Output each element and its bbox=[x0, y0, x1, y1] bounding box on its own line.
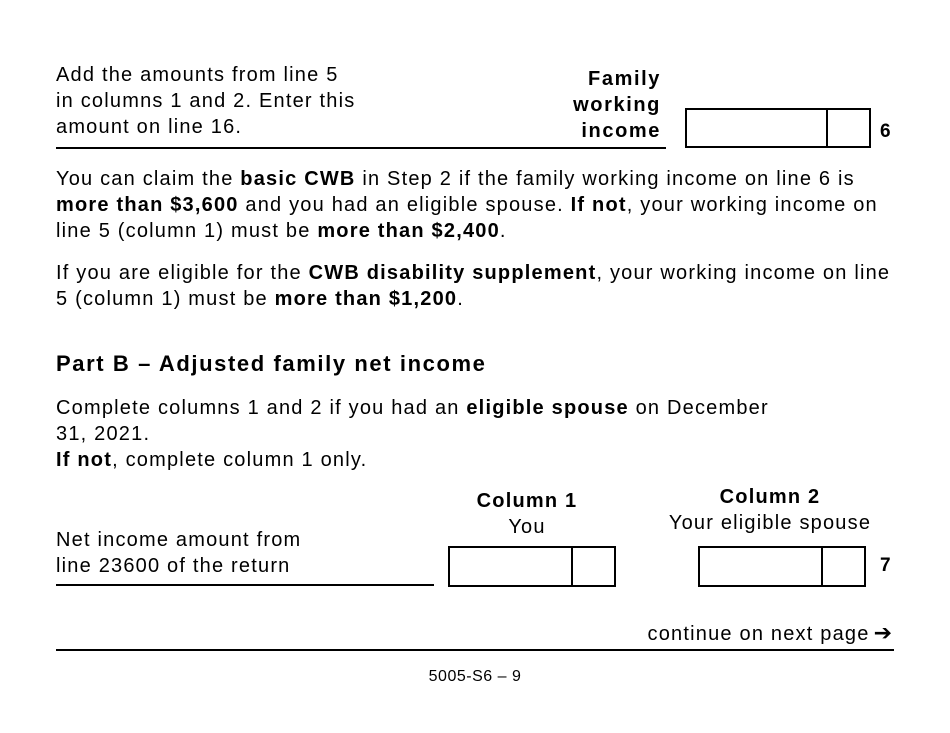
label-line: line 23600 of the return bbox=[56, 555, 291, 577]
emphasis: If not bbox=[570, 194, 627, 216]
column-2-header bbox=[650, 484, 890, 536]
part-b-intro bbox=[56, 395, 776, 473]
continue-text: continue on next page bbox=[647, 623, 870, 645]
column-2-title: Column 2 bbox=[719, 486, 821, 508]
net-income-label bbox=[56, 527, 436, 579]
emphasis: more than $2,400 bbox=[317, 220, 500, 242]
instruction-line: in columns 1 and 2. Enter this bbox=[56, 90, 356, 112]
arrow-right-icon: ➔ bbox=[873, 620, 892, 645]
label-line: working bbox=[573, 94, 661, 116]
emphasis: If not bbox=[56, 449, 113, 471]
cents-divider bbox=[826, 110, 828, 146]
cents-divider bbox=[571, 548, 573, 585]
text-run: . bbox=[457, 288, 464, 310]
line-number-6: 6 bbox=[880, 121, 892, 142]
family-working-income-label bbox=[540, 66, 661, 144]
line7-rule bbox=[56, 584, 434, 586]
page-identifier: 5005-S6 – 9 bbox=[428, 668, 522, 685]
instruction-line: Add the amounts from line 5 bbox=[56, 64, 339, 86]
line6-instruction bbox=[56, 62, 476, 140]
basic-cwb-paragraph bbox=[56, 166, 896, 244]
column-1-subtitle: You bbox=[508, 516, 546, 538]
emphasis: CWB disability supplement bbox=[308, 262, 597, 284]
part-b-heading: Part B – Adjusted family net income bbox=[56, 351, 487, 376]
line-number-7: 7 bbox=[880, 555, 892, 576]
line6-rule bbox=[56, 147, 666, 149]
text-run: in Step 2 if the family working income on line 6 is bbox=[355, 168, 855, 190]
family-working-income-field[interactable] bbox=[685, 108, 871, 148]
label-line: Family bbox=[588, 68, 661, 90]
cents-divider bbox=[821, 548, 823, 585]
text-run: You can claim the bbox=[56, 168, 241, 190]
text-run: Complete columns 1 and 2 if you had an bbox=[56, 397, 467, 419]
column-2-net-income-field[interactable] bbox=[698, 546, 866, 587]
label-line: income bbox=[581, 120, 661, 142]
column-1-header bbox=[446, 488, 608, 540]
continue-note bbox=[648, 620, 892, 646]
emphasis: more than $1,200 bbox=[274, 288, 458, 310]
label-line: Net income amount from bbox=[56, 529, 302, 551]
text-run: and you had an eligible spouse. bbox=[238, 194, 571, 216]
disability-supplement-paragraph bbox=[56, 260, 896, 312]
text-run: If you are eligible for the bbox=[56, 262, 309, 284]
text-run: , your working income on line 5 (column 1) must be bbox=[56, 262, 891, 310]
emphasis: basic CWB bbox=[240, 168, 356, 190]
column-1-net-income-field[interactable] bbox=[448, 546, 616, 587]
text-run: , your working income on line 5 (column 1) must be bbox=[56, 194, 878, 242]
footer-rule bbox=[56, 649, 894, 651]
text-run: . bbox=[499, 220, 507, 242]
text-run: , complete column 1 only. bbox=[112, 449, 368, 471]
text-run: on December 31, 2021. bbox=[56, 397, 769, 445]
column-1-title: Column 1 bbox=[476, 490, 578, 512]
instruction-line: amount on line 16. bbox=[56, 116, 243, 138]
column-2-subtitle: Your eligible spouse bbox=[668, 512, 872, 534]
emphasis: more than $3,600 bbox=[56, 194, 239, 216]
emphasis: eligible spouse bbox=[466, 397, 629, 419]
